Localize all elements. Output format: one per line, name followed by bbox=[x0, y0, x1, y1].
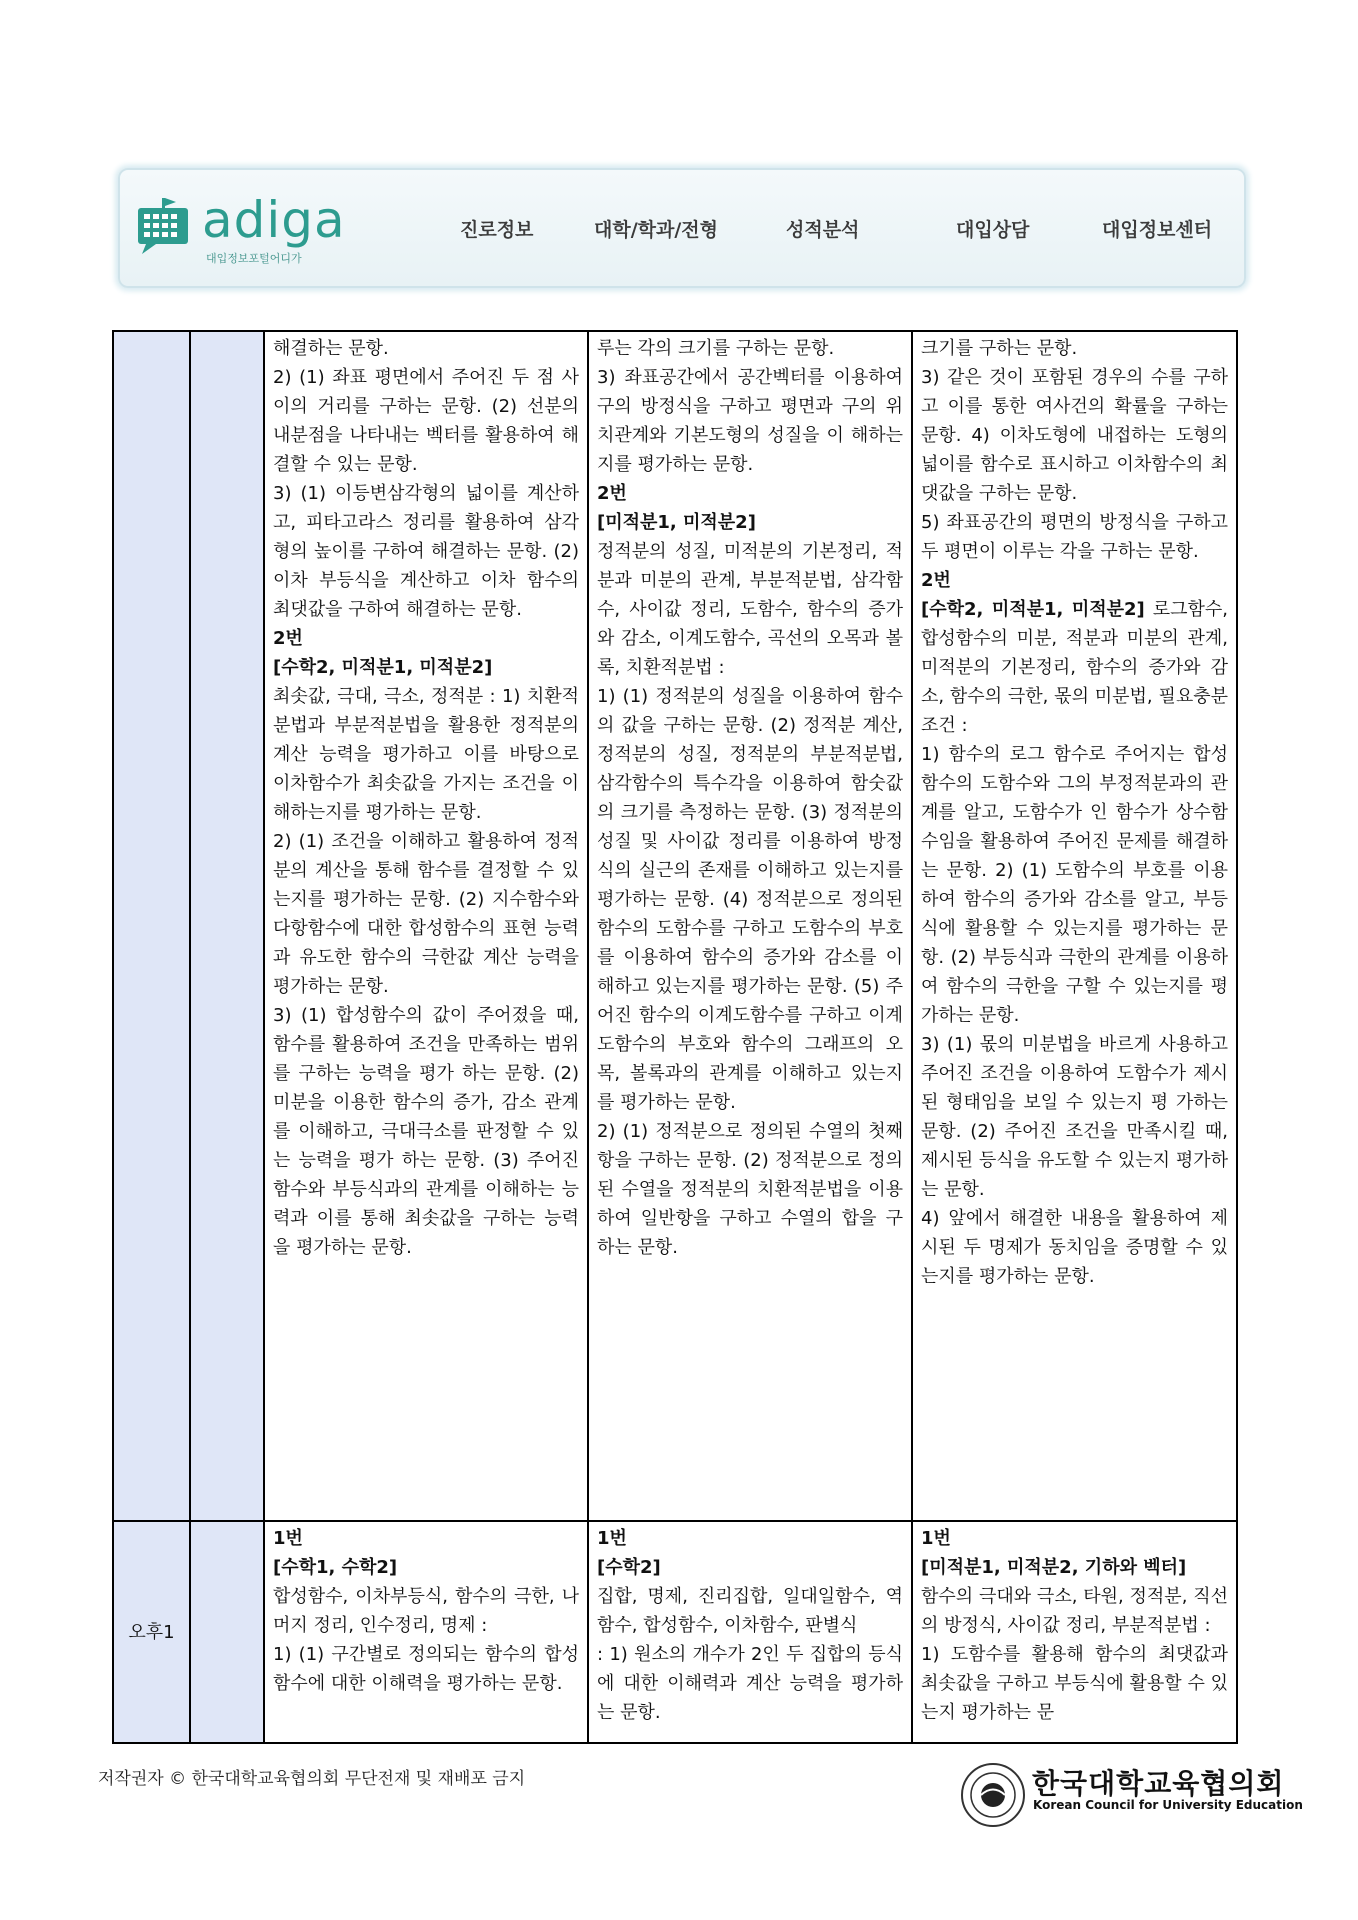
nav-university-admission[interactable]: 대학/학과/전형 bbox=[594, 218, 719, 241]
table-cell bbox=[264, 1521, 588, 1743]
council-seal-icon bbox=[960, 1762, 1026, 1828]
table-cell bbox=[588, 331, 912, 1521]
cell-text: 루는 각의 크기를 구하는 문항. 3) 좌표공간에서 공간벡터를 이용하여 구의 방정식을 구하고 평면과 구의 위치관계와 기본도형의 성질을 이 해하는지를 평가하는 문항. bbox=[597, 338, 903, 475]
building-icon bbox=[132, 194, 198, 256]
subject-tag: [미적분1, 미적분2] bbox=[597, 512, 756, 533]
cell-text: 합성함수, 이차부등식, 함수의 극한, 나머지 정리, 인수정리, 명제 : 1) (1) 구간별로 정의되는 함수의 합성함수에 대한 이해력을 평가하는 문항. bbox=[273, 1586, 579, 1694]
exam-info-table bbox=[112, 330, 1238, 1744]
cell-text: 정적분의 성질, 미적분의 기본정리, 적분과 미분의 관계, 부분적분법, 삼각함수, 사이값 정리, 도함수, 함수의 증가와 감소, 이계도함수, 곡선의 오목과 볼록, 치환적분법 : 1) (1) 정적분의 성질을 이용하여 함수의 값을 구하는 문항. (2) 정적분 계산, 정적분의 성질, 정적분의 부분적분법, 삼각함수의 특수각을 이용하여 함숫값의 크기를 측정하는 문항. (3) 정적분의 성질 및 사이값 정리를 이용하여 방정식의 실근의 존재를 이해하고 있는지를 평가하는 문항. (4) 정적분으로 정의된 함수의 도함수를 구하고 도함수의 부호를 이용하여 함수의 증가와 감소를 이해하고 있는지를 평가하는 문항. (5) 주어진 함수의 이계도함수를 구하고 이계도함수의 부호와 함수의 그래프의 오목, 볼록과의 관계를 이해하고 있는지를 평가하는 문항. 2) (1) 정적분으로 정의된 수열의 첫째항을 구하는 문항. (2) 정적분으로 정의된 수열을 정적분의 치환적분법을 이용하여 일반항을 구하고 수열의 합을 구하는 문항. bbox=[597, 541, 903, 1258]
copyright-notice: 저작권자 © 한국대학교육협의회 무단전재 및 재배포 금지 bbox=[98, 1769, 526, 1789]
nav-career-info[interactable]: 진로정보 bbox=[460, 218, 534, 241]
subject-tag: [수학1, 수학2] bbox=[273, 1557, 398, 1578]
cell-text: 집합, 명제, 진리집합, 일대일함수, 역함수, 합성함수, 이차함수, 판별식 : 1) 원소의 개수가 2인 두 집합의 등식에 대한 이해력과 계산 능력을 평가하는 문항. bbox=[597, 1586, 903, 1723]
subject-tag: [수학2] bbox=[597, 1557, 661, 1578]
session-label-cell bbox=[113, 331, 190, 1521]
subject-tag: [수학2, 미적분1, 미적분2] bbox=[273, 657, 493, 678]
subject-tag: [미적분1, 미적분2, 기하와 벡터] bbox=[921, 1557, 1187, 1578]
cell-text: 크기를 구하는 문항. 3) 같은 것이 포함된 경우의 수를 구하고 이를 통한 여사건의 확률을 구하는 문항. 4) 이차도형에 내접하는 도형의 넓이를 함수로 표시하고 이차함수의 최댓값을 구하는 문항. 5) 좌표공간의 평면의 방정식을 구하고 두 평면이 이루는 각을 구하는 문항. bbox=[921, 338, 1228, 562]
category-label-cell bbox=[190, 331, 264, 1521]
question-number: 2번 bbox=[921, 570, 951, 591]
nav-score-analysis[interactable]: 성적분석 bbox=[786, 218, 860, 241]
table-row bbox=[113, 331, 1237, 1521]
logo-wordmark: adiga bbox=[202, 191, 346, 249]
subject-tag: [수학2, 미적분1, 미적분2] bbox=[921, 599, 1145, 620]
question-number: 2번 bbox=[273, 628, 303, 649]
cell-text: 1) 함수의 로그 함수로 주어지는 합성함수의 도함수와 그의 부정적분과의 관계를 알고, 도함수가 인 함수가 상수함수임을 활용하여 주어진 문제를 해결하는 문항. 2) (1) 도함수의 부호를 이용하여 함수의 증가와 감소를 알고, 부등식에 활용할 수 있는지를 평가하는 문항. (2) 부등식과 극한의 관계를 이용하여 함수의 극한을 구할 수 있는지를 평가하는 문항. 3) (1) 몫의 미분법을 바르게 사용하고 주어진 조건을 이용하여 도함수가 제시된 형태임을 보일 수 있는지 평 가하는 문항. (2) 주어진 조건을 만족시킬 때, 제시된 등식을 유도할 수 있는지 평가하는 문항. 4) 앞에서 해결한 내용을 활용하여 제시된 두 명제가 동치임을 증명할 수 있는지를 평가하는 문항. bbox=[921, 744, 1228, 1287]
category-label-cell bbox=[190, 1521, 264, 1743]
subject-tail-text: 로그함수, 합성함수의 미분, 적분과 미분의 관계, 미적분의 기본정리, 함수의 증가와 감소, 함수의 극한, 몫의 미분법, 필요충분조건 : bbox=[921, 599, 1228, 736]
session-label-cell: 오후1 bbox=[113, 1521, 190, 1743]
cell-text: 함수의 극대와 극소, 타원, 정적분, 직선의 방정식, 사이값 정리, 부분적분법 : 1) 도함수를 활용해 함수의 최댓값과 최솟값을 구하고 부등식에 활용할 수 있는지 평가하는 문 bbox=[921, 1586, 1228, 1723]
table-cell bbox=[264, 331, 588, 1521]
question-number: 1번 bbox=[273, 1528, 303, 1549]
council-name-korean: 한국대학교육협의회 bbox=[1032, 1767, 1285, 1800]
subject-line bbox=[921, 595, 1228, 740]
council-name-english: Korean Council for University Education bbox=[1033, 1798, 1303, 1812]
table-cell bbox=[912, 331, 1237, 1521]
exam-info-table-wrapper bbox=[112, 330, 1236, 1746]
question-number: 1번 bbox=[921, 1528, 951, 1549]
nav-admission-center[interactable]: 대입정보센터 bbox=[1102, 218, 1213, 241]
cell-text: 최솟값, 극대, 극소, 정적분 : 1) 치환적분법과 부분적분법을 활용한 정적분의 계산 능력을 평가하고 이를 바탕으로 이차함수가 최솟값을 가지는 조건을 이해하는지를 평가하는 문항. 2) (1) 조건을 이해하고 활용하여 정적분의 계산을 통해 함수를 결정할 수 있는지를 평가하는 문항. (2) 지수함수와 다항함수에 대한 합성함수의 표현 능력과 유도한 함수의 극한값 계산 능력을 평가하는 문항. 3) (1) 합성함수의 값이 주어졌을 때, 함수를 활용하여 조건을 만족하는 범위를 구하는 능력을 평가 하는 문항. (2) 미분을 이용한 함수의 증가, 감소 관계를 이해하고, 극대극소를 판정할 수 있는 능력을 평가 하는 문항. (3) 주어진 함수와 부등식과의 관계를 이해하는 능력과 이를 통해 최솟값을 구하는 능력을 평가하는 문항. bbox=[273, 686, 579, 1258]
cell-text: 해결하는 문항. 2) (1) 좌표 평면에서 주어진 두 점 사이의 거리를 구하는 문항. (2) 선분의 내분점을 나타내는 벡터를 활용하여 해결할 수 있는 문항. 3) (1) 이등변삼각형의 넓이를 계산하고, 피타고라스 정리를 활용하여 삼각형의 높이를 구하여 해결하는 문항. (2) 이차 부등식을 계산하고 이차 함수의 최댓값을 구하여 해결하는 문항. bbox=[273, 338, 579, 620]
table-cell bbox=[588, 1521, 912, 1743]
nav-admission-consulting[interactable]: 대입상담 bbox=[956, 218, 1030, 241]
table-cell bbox=[912, 1521, 1237, 1743]
logo-subtitle: 대입정보포털어디가 bbox=[206, 252, 302, 265]
question-number: 2번 bbox=[597, 483, 627, 504]
adiga-logo[interactable] bbox=[132, 190, 362, 266]
header-banner bbox=[118, 168, 1246, 288]
question-number: 1번 bbox=[597, 1528, 627, 1549]
table-row bbox=[113, 1521, 1237, 1743]
